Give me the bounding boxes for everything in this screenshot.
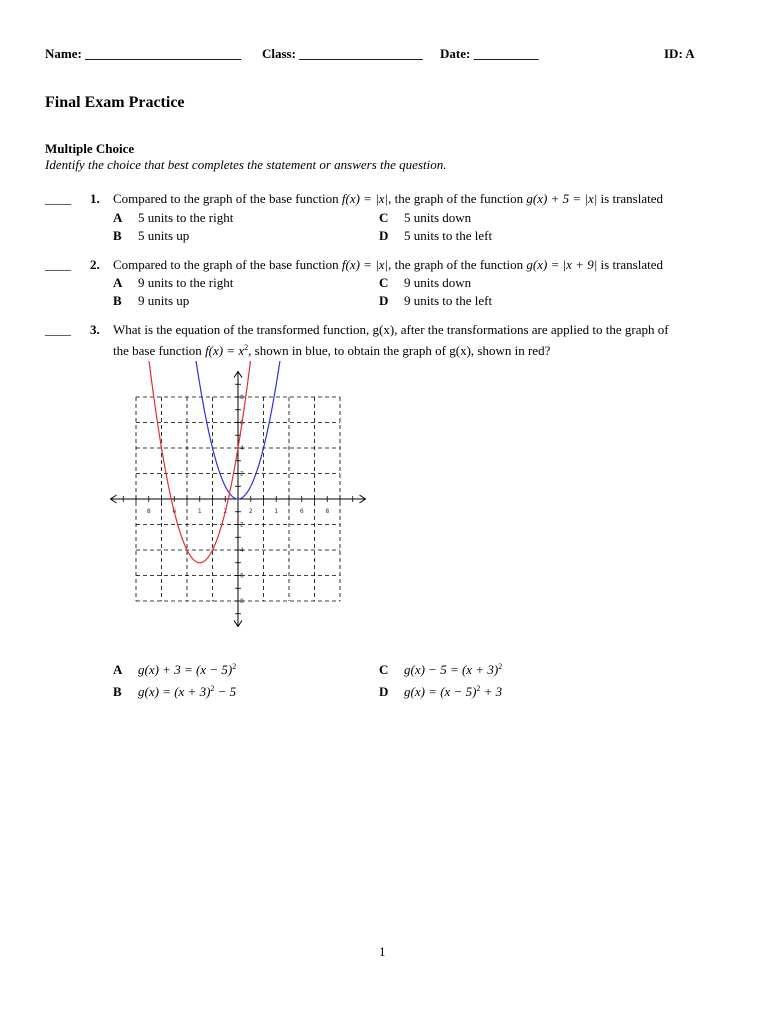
option-text: 5 units to the right [138,210,234,225]
question-number: 3. [90,322,100,337]
y-tick-label: 4 [240,547,244,554]
option-letter: B [113,228,122,243]
y-tick-label: 4 [240,445,244,452]
x-tick-label: 1 [197,508,202,515]
date-field: Date: __________ [440,46,539,61]
question-text: Compared to the graph of the base function f(x) = |x|, the graph of the function g(x) + 5 = |x| is translated [113,191,663,206]
question-text: Compared to the graph of the base function f(x) = |x|, the graph of the function g(x) = |x + 9| is translated [113,257,663,272]
x-tick-label: 1 [274,508,279,515]
option-text: 9 units to the left [404,293,493,308]
x-tick-label: 2 [248,508,253,515]
option-letter: D [379,293,389,308]
option-letter: B [113,684,122,699]
option-text: 9 units to the right [138,275,234,290]
page-title: Final Exam Practice [45,94,185,111]
question-number: 2. [90,257,100,272]
section-heading: Multiple Choice [45,141,135,156]
page-number: 1 [379,944,386,959]
option-letter: C [379,662,389,677]
question-text-continued: the base function $f(x) = x^2$, shown in blue, to obtain the graph of g(x), shown in red? [113,343,551,358]
answer-blank: ____ [45,322,71,337]
y-tick-label: 8 [240,394,244,401]
option-equation: $g(x) = (x - 5)^2 + 3$ [404,684,503,699]
x-tick-label: 6 [299,508,304,515]
option-text: 5 units up [138,228,190,243]
x-tick-label: 8 [325,508,330,515]
option-letter: A [113,662,123,677]
y-tick-label: 6 [240,572,244,580]
y-tick-label: 2 [240,521,244,529]
option-text: 5 units to the left [404,228,493,243]
option-letter: A [113,210,123,225]
question-number: 1. [90,191,100,206]
answer-blank: ____ [45,257,71,272]
option-letter: D [379,228,389,243]
option-equation: $g(x) - 5 = (x + 3)^2$ [404,662,503,677]
question-text: What is the equation of the transformed function, g(x), after the transformations are applied to the graph of [113,322,669,337]
option-equation: $g(x) = (x + 3)^2 - 5$ [138,684,237,699]
option-letter: D [379,684,389,699]
y-tick-label: 8 [240,598,244,605]
option-equation: $g(x) + 3 = (x - 5)^2$ [138,662,237,677]
option-text: 5 units down [404,210,472,225]
class-field: Class: ___________________ [262,46,423,61]
y-tick-label: 2 [240,470,244,478]
y-tick-label: 6 [240,419,244,427]
option-letter: B [113,293,122,308]
option-text: 9 units up [138,293,190,308]
x-tick-label: 2 [223,508,228,515]
option-text: 9 units down [404,275,472,290]
x-tick-label: 6 [172,508,177,515]
x-tick-label: 8 [146,508,151,515]
answer-blank: ____ [45,191,71,206]
name-field: Name: ________________________ [45,46,242,61]
parabola-graph [110,356,390,646]
section-instructions: Identify the choice that best completes the statement or answers the question. [45,157,447,172]
option-letter: A [113,275,123,290]
id-label: ID: A [664,46,695,61]
option-letter: C [379,210,389,225]
option-letter: C [379,275,389,290]
